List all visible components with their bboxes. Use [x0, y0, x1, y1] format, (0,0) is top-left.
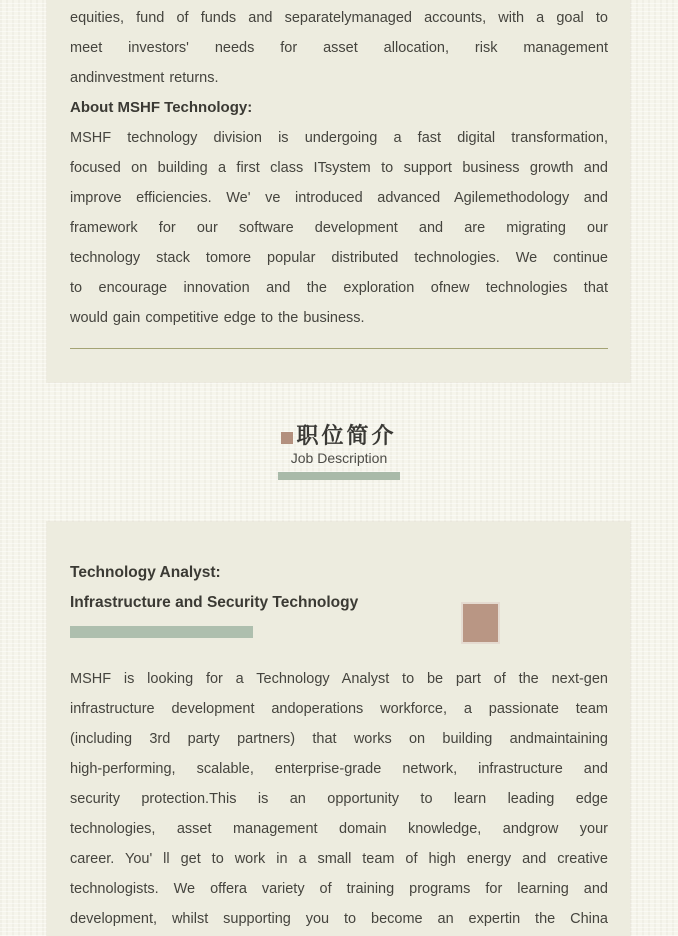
- section-underline-bar: [278, 472, 400, 480]
- paragraph-line: framework for our software development and are migrating our: [70, 220, 608, 236]
- paragraph-line: technologies, asset management domain knowledge, andgrow your: [70, 821, 608, 837]
- paragraph-line: andinvestment returns.: [70, 70, 219, 86]
- paragraph-line: high-performing, scalable, enterprise-grade network, infrastructure and: [70, 761, 608, 777]
- paragraph-line: focused on building a first class ITsystem to support business growth and: [70, 160, 608, 176]
- paragraph-line: to encourage innovation and the exploration ofnew technologies that: [70, 280, 608, 296]
- paragraph-line: infrastructure development andoperations workforce, a passionate team: [70, 701, 608, 717]
- job-paragraph: [70, 664, 608, 934]
- accent-square-icon: [463, 604, 498, 642]
- paragraph-line: development, whilst supporting you to become an expertin the China: [70, 911, 608, 927]
- paragraph-line: (including 3rd party partners) that works on building andmaintaining: [70, 731, 608, 747]
- job-title-line1: Technology Analyst:: [70, 564, 221, 581]
- section-header: [0, 420, 678, 480]
- paragraph-line: equities, fund of funds and separatelymanaged accounts, with a goal to: [70, 10, 608, 26]
- company-intro-card: [47, 0, 630, 382]
- section-title-zh: 职位简介: [296, 423, 397, 448]
- paragraph-line: MSHF technology division is undergoing a fast digital transformation,: [70, 130, 608, 146]
- paragraph-line: MSHF is looking for a Technology Analyst to be part of the next-gen: [70, 671, 608, 687]
- paragraph-line: career. You' ll get to work in a small team of high energy and creative: [70, 851, 608, 867]
- paragraph-line: technology stack tomore popular distributed technologies. We continue: [70, 250, 608, 266]
- job-description-card: [47, 522, 630, 936]
- paragraph-line: improve efficiencies. We' ve introduced advanced Agilemethodology and: [70, 190, 608, 206]
- about-mshf-heading: About MSHF Technology:: [70, 99, 253, 116]
- section-subtitle-en: Job Description: [290, 450, 388, 466]
- paragraph-line: technologists. We offera variety of training programs for learning and: [70, 881, 608, 897]
- paragraph-line: meet investors' needs for asset allocation, risk management: [70, 40, 608, 56]
- divider-line: [70, 348, 608, 349]
- paragraph-line: security protection.This is an opportunity to learn leading edge: [70, 791, 608, 807]
- job-title-underline-bar: [70, 626, 253, 638]
- paragraph-line: would gain competitive edge to the business.: [70, 310, 365, 326]
- section-title-row: [0, 424, 678, 448]
- section-bullet-square-icon: [281, 432, 293, 444]
- job-title-line2: Infrastructure and Security Technology: [70, 594, 359, 611]
